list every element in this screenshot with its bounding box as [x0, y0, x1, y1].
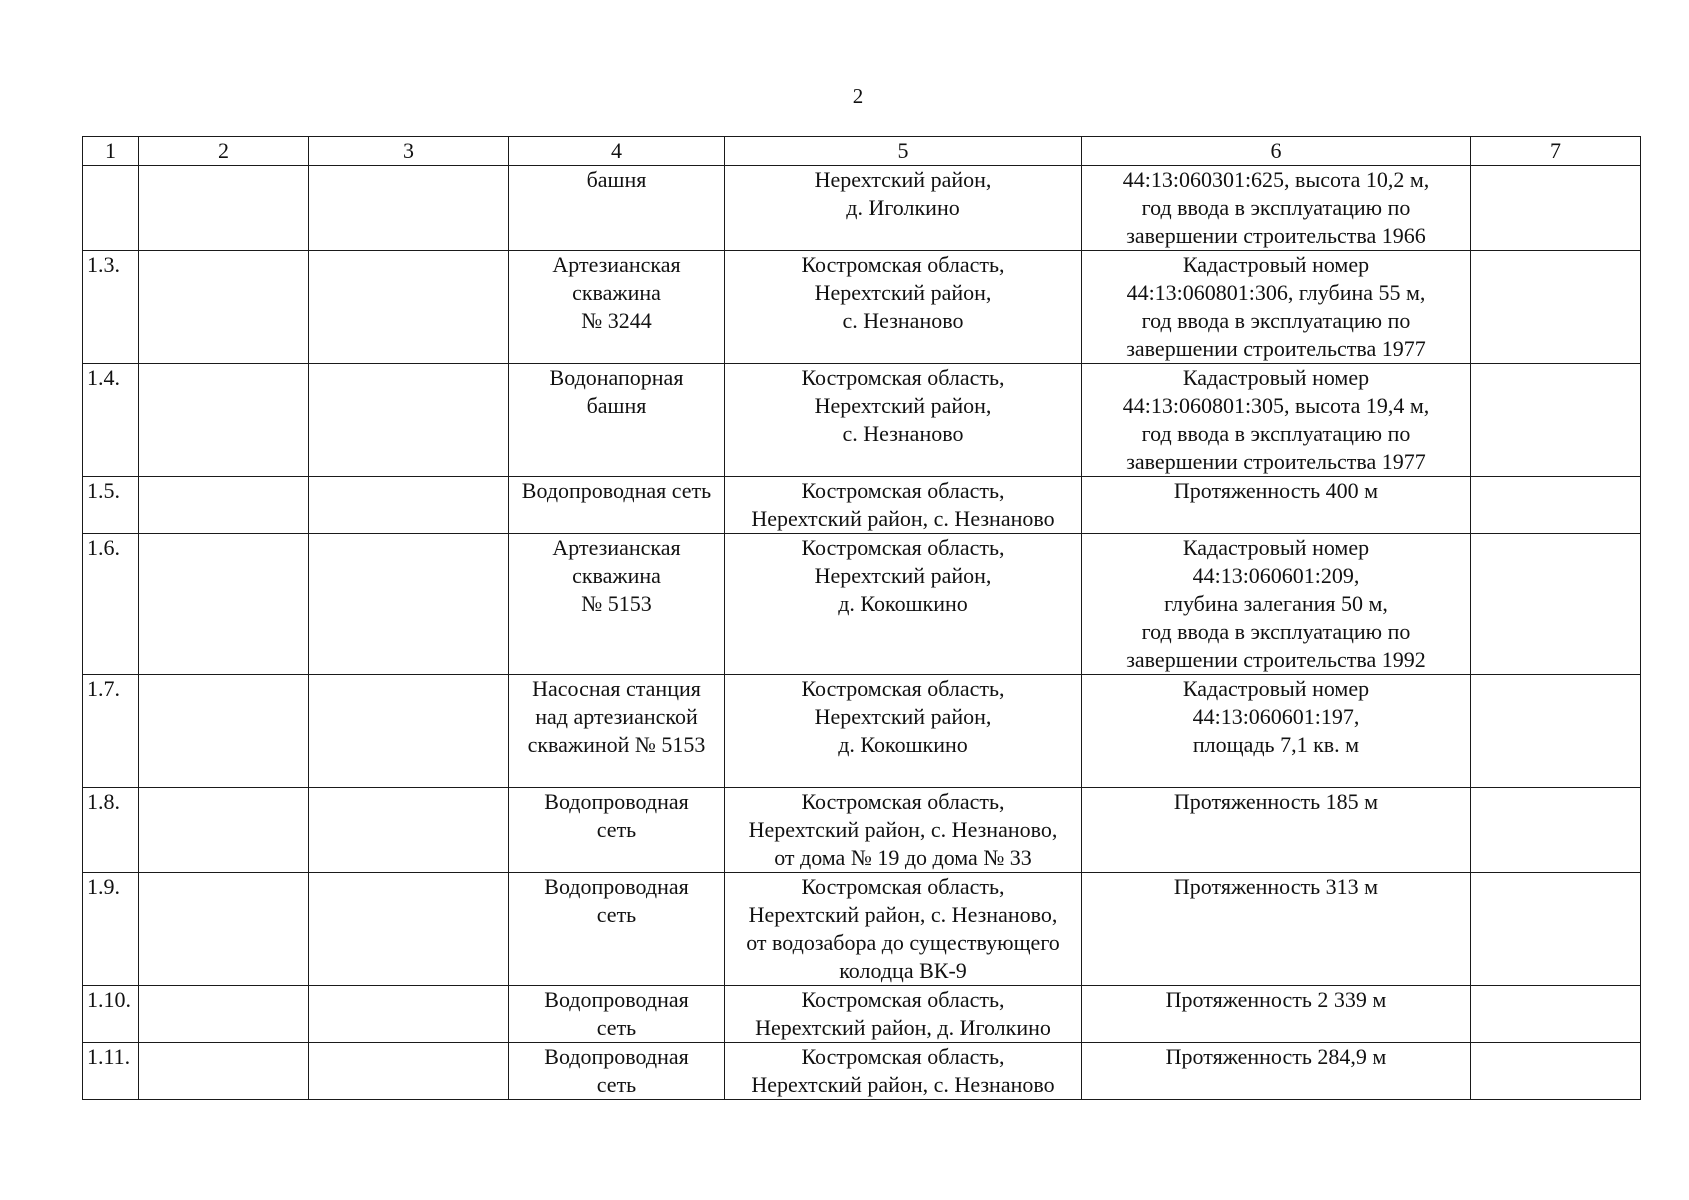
characteristics-cell: Протяженность 284,9 м — [1082, 1043, 1471, 1100]
address-cell: Костромская область, Нерехтский район, с. Незнаново, от дома № 19 до дома № 33 — [725, 788, 1082, 873]
column-7-cell — [1471, 534, 1641, 675]
object-name-cell: Водопроводная сеть — [509, 873, 725, 986]
column-2-cell — [139, 534, 309, 675]
address-cell: Костромская область, Нерехтский район, д. Иголкино — [725, 986, 1082, 1043]
column-header-2: 2 — [139, 137, 309, 166]
column-7-cell — [1471, 1043, 1641, 1100]
table-row — [83, 477, 1641, 534]
column-3-cell — [309, 788, 509, 873]
column-header-6: 6 — [1082, 137, 1471, 166]
table-row — [83, 873, 1641, 986]
address-cell: Костромская область, Нерехтский район, с. Незнаново — [725, 1043, 1082, 1100]
table-row — [83, 1043, 1641, 1100]
column-header-1: 1 — [83, 137, 139, 166]
address-cell: Костромская область, Нерехтский район, д. Кокошкино — [725, 675, 1082, 788]
column-3-cell — [309, 873, 509, 986]
column-7-cell — [1471, 788, 1641, 873]
item-number-cell: 1.10. — [83, 986, 139, 1043]
item-number-cell: 1.11. — [83, 1043, 139, 1100]
table-row — [83, 788, 1641, 873]
item-number-cell: 1.9. — [83, 873, 139, 986]
column-7-cell — [1471, 251, 1641, 364]
table-row — [83, 364, 1641, 477]
address-cell: Костромская область, Нерехтский район, с. Незнаново, от водозабора до существующего колодца ВК-9 — [725, 873, 1082, 986]
table-row — [83, 986, 1641, 1043]
item-number-cell: 1.8. — [83, 788, 139, 873]
characteristics-cell: Кадастровый номер 44:13:060601:209, глубина залегания 50 м, год ввода в эксплуатацию по завершении строительства 1992 — [1082, 534, 1471, 675]
characteristics-cell: Кадастровый номер 44:13:060801:305, высота 19,4 м, год ввода в эксплуатацию по завершении строительства 1977 — [1082, 364, 1471, 477]
object-name-cell: Водонапорная башня — [509, 364, 725, 477]
column-3-cell — [309, 675, 509, 788]
objects-table — [82, 136, 1641, 1100]
object-name-cell: Водопроводная сеть — [509, 477, 725, 534]
characteristics-cell: Протяженность 185 м — [1082, 788, 1471, 873]
page-number: 2 — [852, 84, 864, 108]
column-2-cell — [139, 364, 309, 477]
characteristics-cell: Кадастровый номер 44:13:060801:306, глубина 55 м, год ввода в эксплуатацию по завершении строительства 1977 — [1082, 251, 1471, 364]
column-header-5: 5 — [725, 137, 1082, 166]
item-number-cell: 1.5. — [83, 477, 139, 534]
characteristics-cell: Протяженность 400 м — [1082, 477, 1471, 534]
object-name-cell: Водопроводная сеть — [509, 1043, 725, 1100]
object-name-cell: Насосная станция над артезианской скважиной № 5153 — [509, 675, 725, 788]
column-2-cell — [139, 166, 309, 251]
object-name-cell: Артезианская скважина № 3244 — [509, 251, 725, 364]
table-header-row — [83, 137, 1641, 166]
column-2-cell — [139, 788, 309, 873]
column-7-cell — [1471, 675, 1641, 788]
column-2-cell — [139, 675, 309, 788]
column-3-cell — [309, 986, 509, 1043]
address-cell: Костромская область, Нерехтский район, с. Незнаново — [725, 477, 1082, 534]
table-row — [83, 166, 1641, 251]
object-name-cell: Водопроводная сеть — [509, 986, 725, 1043]
column-3-cell — [309, 364, 509, 477]
item-number-cell — [83, 166, 139, 251]
address-cell: Костромская область, Нерехтский район, с. Незнаново — [725, 364, 1082, 477]
table-row — [83, 675, 1641, 788]
item-number-cell: 1.4. — [83, 364, 139, 477]
characteristics-cell: Кадастровый номер 44:13:060601:197, площадь 7,1 кв. м — [1082, 675, 1471, 788]
column-3-cell — [309, 477, 509, 534]
column-header-3: 3 — [309, 137, 509, 166]
table-row — [83, 534, 1641, 675]
column-header-7: 7 — [1471, 137, 1641, 166]
table-body — [83, 137, 1641, 1100]
object-name-cell: башня — [509, 166, 725, 251]
object-name-cell: Водопроводная сеть — [509, 788, 725, 873]
address-cell: Костромская область, Нерехтский район, с. Незнаново — [725, 251, 1082, 364]
column-2-cell — [139, 477, 309, 534]
column-3-cell — [309, 1043, 509, 1100]
column-2-cell — [139, 873, 309, 986]
item-number-cell: 1.6. — [83, 534, 139, 675]
column-2-cell — [139, 251, 309, 364]
address-cell: Костромская область, Нерехтский район, д. Кокошкино — [725, 534, 1082, 675]
column-3-cell — [309, 166, 509, 251]
object-name-cell: Артезианская скважина № 5153 — [509, 534, 725, 675]
characteristics-cell: Протяженность 2 339 м — [1082, 986, 1471, 1043]
column-3-cell — [309, 251, 509, 364]
column-7-cell — [1471, 364, 1641, 477]
characteristics-cell: 44:13:060301:625, высота 10,2 м, год ввода в эксплуатацию по завершении строительства 1966 — [1082, 166, 1471, 251]
column-header-4: 4 — [509, 137, 725, 166]
address-cell: Нерехтский район, д. Иголкино — [725, 166, 1082, 251]
column-2-cell — [139, 986, 309, 1043]
column-2-cell — [139, 1043, 309, 1100]
item-number-cell: 1.7. — [83, 675, 139, 788]
column-7-cell — [1471, 873, 1641, 986]
column-3-cell — [309, 534, 509, 675]
table-row — [83, 251, 1641, 364]
column-7-cell — [1471, 166, 1641, 251]
column-7-cell — [1471, 986, 1641, 1043]
characteristics-cell: Протяженность 313 м — [1082, 873, 1471, 986]
item-number-cell: 1.3. — [83, 251, 139, 364]
column-7-cell — [1471, 477, 1641, 534]
